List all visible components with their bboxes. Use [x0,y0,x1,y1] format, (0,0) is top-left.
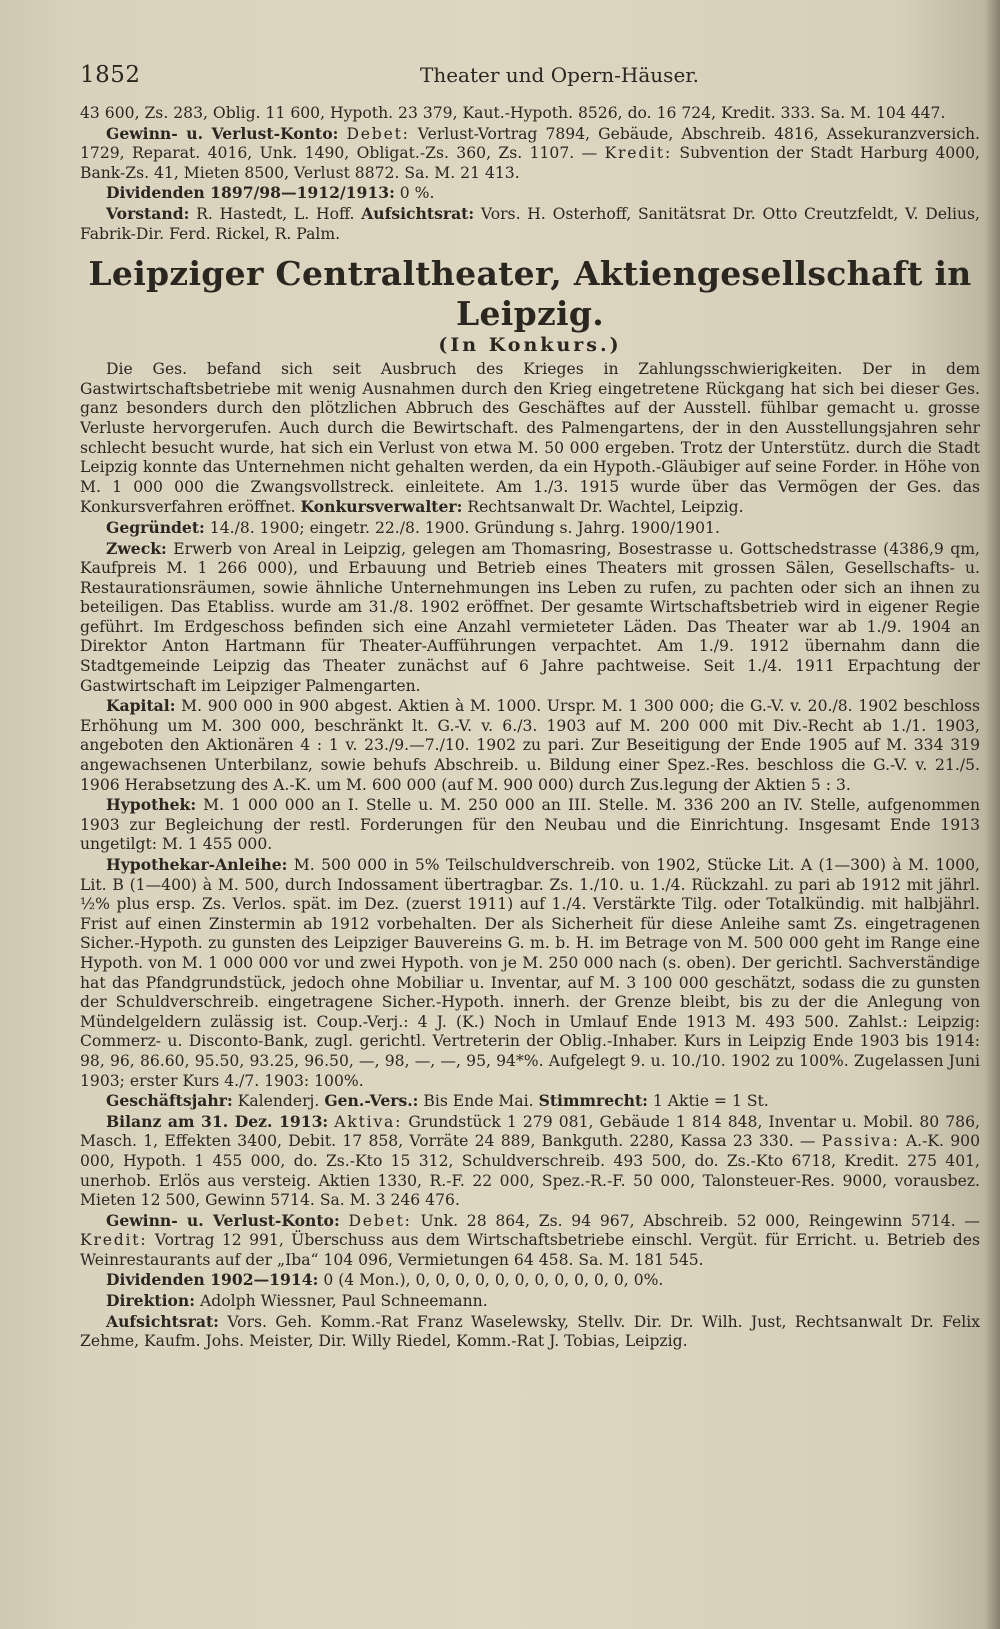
dividends-paragraph: Dividenden 1902—1914: 0 (4 Mon.), 0, 0, 0, 0, 0, 0, 0, 0, 0, 0, 0, 0%. [106,1270,664,1290]
prev-board: Vorstand: R. Hastedt, L. Hoff. Aufsichtsrat: Vors. H. Osterhoff, Sanitätsrat Dr. Otto Creutzfeldt, V. Delius, Fabrik-Dir. Ferd. Rickel, R. Palm. [80,203,980,243]
prev-profit-loss: Gewinn- u. Verlust-Konto: Debet: Verlust-Vortrag 7894, Gebäude, Abschreib. 4816, Assekuranzversich. 1729, Reparat. 4016, Unk. 1490, Obligat.-Zs. 360, Zs. 1107. — Kredit: Subvention der Stadt Harburg 4000, Bank-Zs. 41, Mieten 8500, Verlust 8872. Sa. M. 21 413. [80,123,981,182]
page-number: 1852 [80,62,141,88]
company-subtitle: (In Konkurs.) [438,334,622,357]
founded-paragraph: Gegründet: 14./8. 1900; eingetr. 22./8. 1900. Gründung s. Jahrg. 1900/1901. [106,517,720,537]
page-header [80,62,980,96]
intro-paragraph: Die Ges. befand sich seit Ausbruch des Krieges in Zahlungsschwierigkeiten. Der in dem Gastwirtschaftsbetriebe mit wenig Ausnahmen durch den Krieg eingetretene Rückgang hat sich bei dieser Ges. ganz besonders durch den plötzlichen Abbruch des Geschäftes auf der Ausstell. fühlbar gemacht u. grosse Verluste hervorgerufen. Auch durch die Bewirtschaft. des Palmengartens, der in den Ausstellungsjahren sehr schlecht besucht wurde, hat sich ein Verlust von etwa M. 50 000 ergeben. Trotz der Unterstütz. durch die Stadt Leipzig konnte das Unternehmen nicht gehalten werden, da ein Hypoth.-Gläubiger auf seine Forder. in Höhe von M. 1 000 000 die Zwangsvollstreck. einleitete. Am 1./3. 1915 wurde über das Vermögen der Ges. das Konkursverfahren eröffnet. Konkursverwalter: Rechtsanwalt Dr. Wachtel, Leipzig. [80,360,980,517]
mortgage-paragraph: Hypothek: M. 1 000 000 an I. Stelle u. M. 250 000 an III. Stelle. M. 336 200 an IV. Stelle, aufgenommen 1903 zur Begleichung der restl. Forderungen für den Neubau und die Einrichtung. Insgesamt Ende 1913 ungetilgt: M. 1 455 000. [80,795,980,854]
prev-balance-tail: 43 600, Zs. 283, Oblig. 11 600, Hypoth. 23 379, Kaut.-Hypoth. 8526, do. 16 724, Kredit. 333. Sa. M. 104 447. [80,104,946,122]
balance-paragraph: Bilanz am 31. Dez. 1913: Aktiva: Grundstück 1 279 081, Gebäude 1 814 848, Inventar u. Mobil. 80 786, Masch. 1, Effekten 3400, Debit. 17 858, Vorräte 24 889, Bankguth. 2280, Kassa 23 330. — Passiva: A.-K. 900 000, Hypoth. 1 455 000, do. Zs.-Kto 15 312, Schuldverschreib. 493 500, do. Zs.-Kto 6718, Kredit. 275 401, unerhob. Erlös aus versteig. Aktien 1330, R.-F. 22 000, Spez.-R.-F. 50 000, Talonsteuer-Res. 9000, vorausbez. Mieten 12 500, Gewinn 5714. Sa. M. 3 246 476. [80,1111,980,1210]
fiscal-paragraph: Geschäftsjahr: Kalenderj. Gen.-Vers.: Bis Ende Mai. Stimmrecht: 1 Aktie = 1 St. [106,1091,769,1111]
company-title: Leipziger Centraltheater, Aktiengesellschaft in Leipzig. [88,254,972,334]
page-edge-shadow [984,0,1000,1629]
prev-dividends: Dividenden 1897/98—1912/1913: 0 %. [106,183,435,203]
company-entry [80,360,980,1352]
supervisory-board-paragraph: Aufsichtsrat: Vors. Geh. Komm.-Rat Franz Waselewsky, Stellv. Dir. Dr. Wilh. Just, Rechtsanwalt Dr. Felix Zehme, Kaufm. Johs. Meister, Dir. Willy Riedel, Komm.-Rat J. Tobias, Leipzig. [80,1311,980,1351]
profit-loss-paragraph: Gewinn- u. Verlust-Konto: Debet: Unk. 28 864, Zs. 94 967, Abschreib. 52 000, Reingewinn 5714. — Kredit: Vortrag 12 991, Überschuss aus dem Wirtschaftsbetriebe einschl. Vergüt. für Erricht. u. Betrieb des Weinrestaurants auf der „Iba“ 104 096, Vermietungen 64 458. Sa. M. 181 545. [80,1210,980,1269]
purpose-paragraph: Zweck: Erwerb von Areal in Leipzig, gelegen am Thomasring, Bosestrasse u. Gottschedstrasse (4386,9 qm, Kaufpreis M. 1 266 000), und Erbauung und Betrieb eines Theaters mit grossen Sälen, Gesellschafts- u. Restaurationsräumen, sowie ähnliche Unternehmungen ins Leben zu rufen, zu pachten oder sich an ihnen zu beteiligen. Das Etabliss. wurde am 31./8. 1902 eröffnet. Der gesamte Wirtschaftsbetrieb wird in eigener Regie geführt. Im Erdgeschoss befinden sich eine Anzahl vermieteter Läden. Das Theater war ab 1./9. 1904 an Direktor Anton Hartmann für Theater-Aufführungen verpachtet. Am 1./9. 1912 übernahm dann die Stadtgemeinde Leipzig das Theater zunächst auf 6 Jahre pachtweise. Seit 1./4. 1911 Erpachtung der Gastwirtschaft im Leipziger Palmengarten. [80,538,980,695]
bond-paragraph: Hypothekar-Anleihe: M. 500 000 in 5% Teilschuldverschreib. von 1902, Stücke Lit. A (1—300) à M. 1000, Lit. B (1—400) à M. 500, durch Indossament übertragbar. Zs. 1./10. u. 1./4. Rückzahl. zu pari ab 1912 mit jährl. ½% plus ersp. Zs. Verlos. spät. im Dez. (zuerst 1911) auf 1./4. Verstärkte Tilg. oder Totalkündig. mit halbjährl. Frist auf einen Zinstermin ab 1912 vorbehalten. Der als Sicherheit für diese Anleihe samt Zs. eingetragenen Sicher.-Hypoth. zu gunsten des Leipziger Bauvereins G. m. b. H. im Betrage von M. 500 000 geht im Range eine Hypoth. von M. 1 000 000 vor und zwei Hypoth. von je M. 250 000 nach (s. oben). Der gerichtl. Sachverständige hat das Pfandgrundstück, jedoch ohne Mobiliar u. Inventar, auf M. 3 100 000 geschätzt, sodass die zu gunsten der Schuldverschreib. eingetragene Sicher.-Hypoth. innerh. der Grenze bleibt, bis zu der die Anlegung von Mündelgeldern zulässig ist. Coup.-Verj.: 4 J. (K.) Noch in Umlauf Ende 1913 M. 493 500. Zahlst.: Leipzig: Commerz- u. Disconto-Bank, zugl. gerichtl. Vertreterin der Oblig.-Inhaber. Kurs in Leipzig Ende 1903 bis 1914: 98, 96, 86.60, 95.50, 93.25, 96.50, —, 98, —, —, 95, 94*%. Aufgelegt 9. u. 10./10. 1902 zu 100%. Zugelassen Juni 1903; erster Kurs 4./7. 1903: 100%. [80,855,980,1090]
capital-paragraph: Kapital: M. 900 000 in 900 abgest. Aktien à M. 1000. Urspr. M. 1 300 000; die G.-V. v. 20./8. 1902 beschloss Erhöhung um M. 300 000, beschränkt lt. G.-V. v. 6./3. 1903 auf M. 200 000 mit Div.-Recht ab 1./1. 1903, angeboten den Aktionären 4 : 1 v. 23./9.—7./10. 1902 zu pari. Zur Beseitigung der Ende 1905 auf M. 334 319 angewachsenen Unterbilanz, sowie behufs Abschreib. u. Bildung einer Spez.-Res. beschloss die G.-V. v. 21./5. 1906 Herabsetzung des A.-K. um M. 600 000 (auf M. 900 000) durch Zus.legung der Aktien 5 : 3. [80,696,980,794]
direction-paragraph: Direktion: Adolph Wiessner, Paul Schneemann. [106,1291,488,1311]
previous-entry [80,104,980,244]
running-title: Theater und Opern-Häuser. [420,63,699,87]
